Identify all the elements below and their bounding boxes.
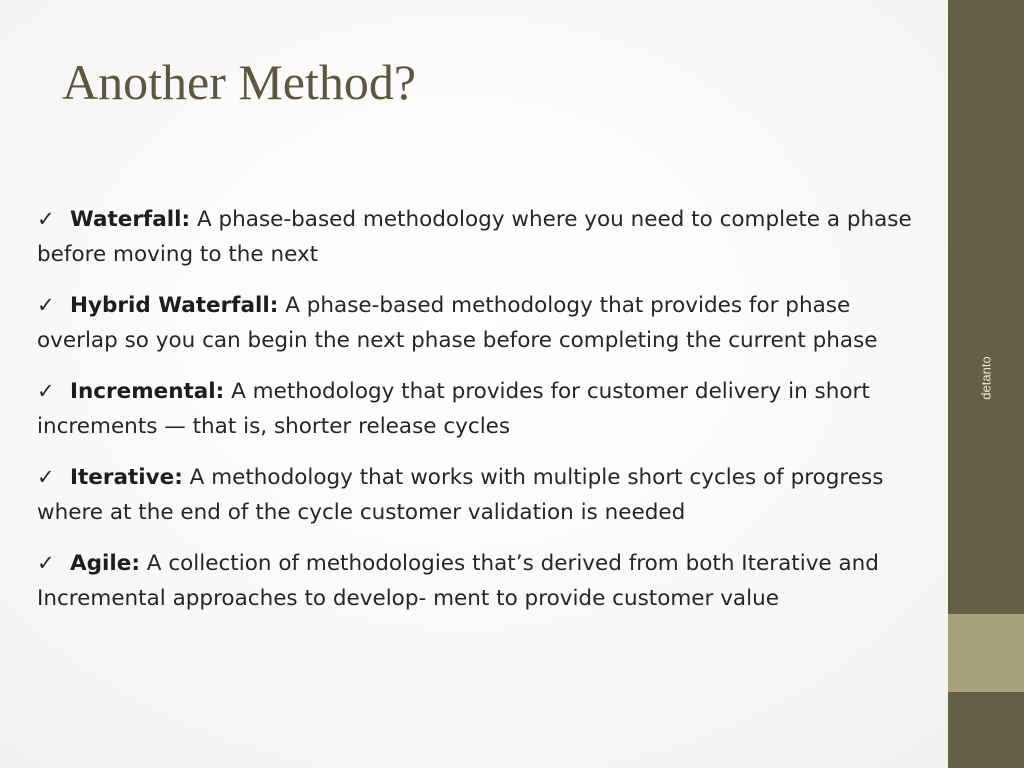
footer-text: detanto [978,356,994,400]
slide-title: Another Method? [62,54,417,110]
checkmark-icon: ✓ [37,207,55,231]
checkmark-icon: ✓ [37,465,55,489]
item-term: Incremental: [70,379,225,404]
item-term: Agile: [70,551,140,576]
list-item [37,202,927,272]
sidebar-accent-block [948,614,1024,692]
item-description: A methodology that provides for customer delivery in short increments — that is, shorter release cycles [37,379,870,439]
item-description: A phase-based methodology where you need to complete a phase before moving to the next [37,207,912,267]
list-item [37,288,927,358]
item-description: A phase-based methodology that provides for phase overlap so you can begin the next phase before completing the current phase [37,293,878,353]
bullet-list [37,202,927,632]
list-item [37,460,927,530]
checkmark-icon: ✓ [37,551,55,575]
item-term: Iterative: [70,465,183,490]
item-description: A collection of methodologies that’s derived from both Iterative and Incremental approaches to develop- ment to provide customer value [37,551,879,611]
item-description: A methodology that works with multiple short cycles of progress where at the end of the cycle customer validation is needed [37,465,884,525]
list-item [37,374,927,444]
item-term: Hybrid Waterfall: [70,293,279,318]
checkmark-icon: ✓ [37,379,55,403]
list-item [37,546,927,616]
item-term: Waterfall: [70,207,191,232]
checkmark-icon: ✓ [37,293,55,317]
